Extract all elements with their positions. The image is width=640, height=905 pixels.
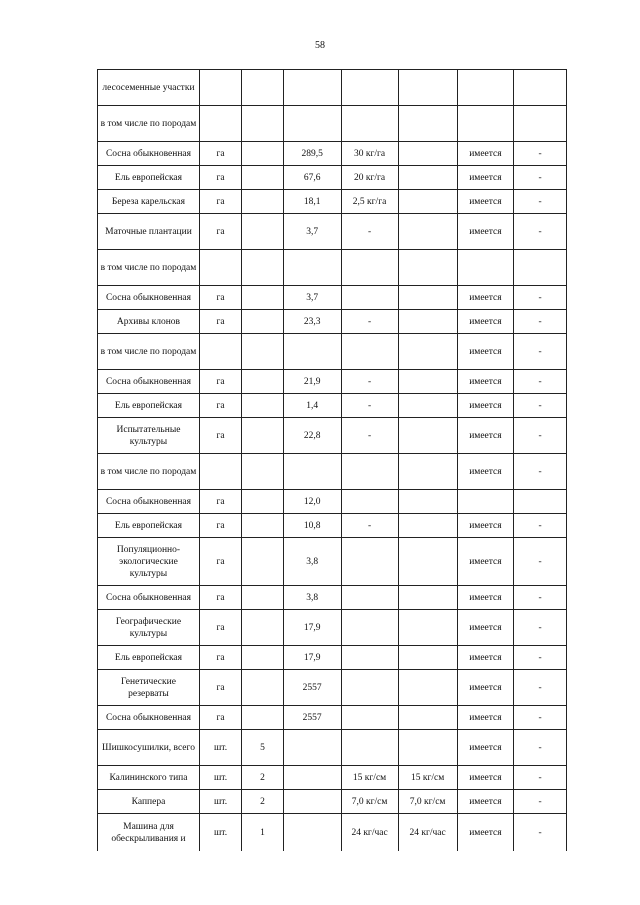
table-cell: Сосна обыкновенная [98, 490, 200, 514]
table-cell: Сосна обыкновенная [98, 286, 200, 310]
table-cell [341, 70, 398, 106]
table-cell: шт. [199, 790, 241, 814]
table-cell [341, 454, 398, 490]
table-cell: - [341, 370, 398, 394]
table-cell [242, 646, 284, 670]
table-cell [457, 250, 514, 286]
table-cell [398, 670, 457, 706]
table-cell [283, 730, 341, 766]
table-cell [341, 286, 398, 310]
table-cell: в том числе по породам [98, 106, 200, 142]
table-cell: га [199, 190, 241, 214]
table-cell: 1,4 [283, 394, 341, 418]
table-cell: - [514, 814, 567, 852]
table-cell: 67,6 [283, 166, 341, 190]
table-cell: Генетические резерваты [98, 670, 200, 706]
table-row [98, 490, 567, 514]
table-cell: 2557 [283, 670, 341, 706]
table-cell [398, 730, 457, 766]
table-cell [341, 490, 398, 514]
table-cell: га [199, 514, 241, 538]
table-cell [398, 394, 457, 418]
table-cell: Калининского типа [98, 766, 200, 790]
table-cell: 2 [242, 766, 284, 790]
table-cell: имеется [457, 766, 514, 790]
table-cell: 3,8 [283, 586, 341, 610]
equipment-table [97, 69, 567, 851]
table-cell [398, 286, 457, 310]
table-cell [398, 166, 457, 190]
table-cell: имеется [457, 610, 514, 646]
table-cell [283, 814, 341, 852]
table-cell: Сосна обыкновенная [98, 706, 200, 730]
table-cell [398, 214, 457, 250]
table-row [98, 394, 567, 418]
table-cell: имеется [457, 706, 514, 730]
table-cell [398, 586, 457, 610]
table-cell: га [199, 286, 241, 310]
table-cell [242, 454, 284, 490]
table-cell [398, 106, 457, 142]
table-cell [242, 370, 284, 394]
table-cell: в том числе по породам [98, 454, 200, 490]
table-cell: имеется [457, 454, 514, 490]
table-cell: га [199, 646, 241, 670]
table-cell [283, 334, 341, 370]
table-cell [398, 490, 457, 514]
table-cell: имеется [457, 418, 514, 454]
table-cell [514, 106, 567, 142]
table-cell: 1 [242, 814, 284, 852]
table-cell [398, 454, 457, 490]
table-cell [341, 106, 398, 142]
table-cell: - [514, 334, 567, 370]
table-cell [457, 106, 514, 142]
table-cell: 3,8 [283, 538, 341, 586]
table-cell: 5 [242, 730, 284, 766]
table-cell [341, 610, 398, 646]
table-cell: - [514, 538, 567, 586]
table-cell [242, 142, 284, 166]
table-cell [242, 418, 284, 454]
table-cell: лесосеменные участки [98, 70, 200, 106]
table-cell [242, 490, 284, 514]
table-cell: га [199, 706, 241, 730]
table-cell: га [199, 214, 241, 250]
table-cell: в том числе по породам [98, 250, 200, 286]
table-cell: имеется [457, 646, 514, 670]
table-cell: 30 кг/га [341, 142, 398, 166]
table-cell: 3,7 [283, 286, 341, 310]
table-cell: имеется [457, 334, 514, 370]
table-cell [242, 610, 284, 646]
table-cell [457, 70, 514, 106]
table-cell [514, 250, 567, 286]
table-cell [242, 310, 284, 334]
table-cell [242, 334, 284, 370]
table-cell: га [199, 586, 241, 610]
table-cell: имеется [457, 286, 514, 310]
table-cell: 15 кг/см [341, 766, 398, 790]
table-cell: 18,1 [283, 190, 341, 214]
table-cell: Шишкосушилки, всего [98, 730, 200, 766]
table-cell: - [514, 310, 567, 334]
table-cell: га [199, 670, 241, 706]
table-cell: имеется [457, 730, 514, 766]
table-cell: Машина для обескрыливания и [98, 814, 200, 852]
table-cell: Географические культуры [98, 610, 200, 646]
table-cell: 7,0 кг/см [341, 790, 398, 814]
table-cell: - [514, 646, 567, 670]
table-row [98, 670, 567, 706]
table-cell: - [514, 394, 567, 418]
table-cell [242, 670, 284, 706]
table-row [98, 418, 567, 454]
table-cell: имеется [457, 670, 514, 706]
table-cell: - [514, 454, 567, 490]
table-cell [283, 766, 341, 790]
table-cell: 3,7 [283, 214, 341, 250]
table-cell: имеется [457, 394, 514, 418]
table-cell: 2557 [283, 706, 341, 730]
table-cell: - [514, 514, 567, 538]
table-cell [341, 538, 398, 586]
table-cell [341, 646, 398, 670]
table-cell [242, 586, 284, 610]
table-cell: - [514, 586, 567, 610]
table-cell: 10,8 [283, 514, 341, 538]
table-row [98, 310, 567, 334]
table-cell [341, 586, 398, 610]
table-cell: - [514, 418, 567, 454]
table-cell [242, 514, 284, 538]
table-row [98, 214, 567, 250]
table-cell [398, 646, 457, 670]
table-cell: имеется [457, 166, 514, 190]
table-cell: имеется [457, 586, 514, 610]
table-cell [242, 106, 284, 142]
table-row [98, 730, 567, 766]
table-cell [341, 706, 398, 730]
table-cell: 7,0 кг/см [398, 790, 457, 814]
table-body [98, 70, 567, 852]
table-cell [283, 106, 341, 142]
table-cell [242, 706, 284, 730]
table-row [98, 250, 567, 286]
table-cell: - [341, 418, 398, 454]
table-row [98, 514, 567, 538]
table-row [98, 538, 567, 586]
table-cell: - [514, 610, 567, 646]
table-cell [341, 670, 398, 706]
table-cell: - [514, 214, 567, 250]
table-cell [242, 214, 284, 250]
table-cell: имеется [457, 142, 514, 166]
table-cell: 20 кг/га [341, 166, 398, 190]
table-cell: 15 кг/см [398, 766, 457, 790]
table-cell: га [199, 370, 241, 394]
table-cell [398, 538, 457, 586]
table-row [98, 106, 567, 142]
table-cell: 24 кг/час [341, 814, 398, 852]
table-row [98, 142, 567, 166]
table-cell: 2,5 кг/га [341, 190, 398, 214]
table-cell [398, 310, 457, 334]
table-cell: 22,8 [283, 418, 341, 454]
table-cell [199, 70, 241, 106]
table-cell: га [199, 310, 241, 334]
table-cell [341, 334, 398, 370]
table-cell: в том числе по породам [98, 334, 200, 370]
table-row [98, 766, 567, 790]
table-cell [398, 418, 457, 454]
table-cell: имеется [457, 790, 514, 814]
table-cell: имеется [457, 514, 514, 538]
table-cell: - [514, 670, 567, 706]
table-cell: га [199, 490, 241, 514]
table-cell: га [199, 142, 241, 166]
table-row [98, 610, 567, 646]
table-cell: имеется [457, 214, 514, 250]
table-cell [398, 70, 457, 106]
table-cell: Ель европейская [98, 166, 200, 190]
table-cell: - [341, 310, 398, 334]
table-row [98, 814, 567, 852]
table-cell [398, 514, 457, 538]
table-cell: Сосна обыкновенная [98, 586, 200, 610]
table-cell: шт. [199, 730, 241, 766]
table-cell [199, 250, 241, 286]
table-cell [283, 790, 341, 814]
table-cell: - [341, 514, 398, 538]
table-cell: Каппера [98, 790, 200, 814]
table-cell: - [341, 394, 398, 418]
table-row [98, 370, 567, 394]
table-cell [199, 454, 241, 490]
table-cell: - [514, 706, 567, 730]
table-cell: Береза карельская [98, 190, 200, 214]
table-row [98, 586, 567, 610]
table-cell: Сосна обыкновенная [98, 370, 200, 394]
table-cell: га [199, 394, 241, 418]
table-cell: Архивы клонов [98, 310, 200, 334]
table-cell [283, 70, 341, 106]
table-cell: 23,3 [283, 310, 341, 334]
table-cell: Маточные плантации [98, 214, 200, 250]
table-cell: - [514, 790, 567, 814]
table-cell: - [514, 190, 567, 214]
table-cell: 12,0 [283, 490, 341, 514]
table-row [98, 334, 567, 370]
table-cell: га [199, 538, 241, 586]
table-cell [199, 106, 241, 142]
table-cell: - [341, 214, 398, 250]
table-cell [514, 70, 567, 106]
table-cell: - [514, 286, 567, 310]
table-cell: шт. [199, 814, 241, 852]
table-cell: 17,9 [283, 610, 341, 646]
table-cell: Испытательные культуры [98, 418, 200, 454]
table-cell [398, 334, 457, 370]
table-cell: имеется [457, 370, 514, 394]
table-cell: 24 кг/час [398, 814, 457, 852]
table-cell: - [514, 370, 567, 394]
table-row [98, 790, 567, 814]
table-cell [242, 166, 284, 190]
table-cell [242, 70, 284, 106]
table-row [98, 706, 567, 730]
table-row [98, 70, 567, 106]
table-cell: имеется [457, 190, 514, 214]
table-container [97, 69, 567, 851]
table-cell: Ель европейская [98, 646, 200, 670]
table-cell: - [514, 766, 567, 790]
table-row [98, 454, 567, 490]
table-cell [283, 250, 341, 286]
table-cell [242, 538, 284, 586]
table-cell [341, 250, 398, 286]
table-cell [398, 142, 457, 166]
table-cell: га [199, 166, 241, 190]
table-cell: - [514, 166, 567, 190]
table-row [98, 286, 567, 310]
table-cell [514, 490, 567, 514]
table-row [98, 166, 567, 190]
table-cell [242, 394, 284, 418]
table-cell: 289,5 [283, 142, 341, 166]
table-cell: - [514, 730, 567, 766]
table-cell: Популяционно-экологические культуры [98, 538, 200, 586]
table-cell: шт. [199, 766, 241, 790]
table-cell [242, 250, 284, 286]
table-cell [398, 250, 457, 286]
table-cell [398, 706, 457, 730]
table-cell: имеется [457, 310, 514, 334]
table-row [98, 646, 567, 670]
table-cell: Ель европейская [98, 394, 200, 418]
table-cell: Сосна обыкновенная [98, 142, 200, 166]
table-cell [341, 730, 398, 766]
table-cell: 21,9 [283, 370, 341, 394]
table-cell [398, 190, 457, 214]
table-cell [283, 454, 341, 490]
table-cell: 17,9 [283, 646, 341, 670]
table-cell [457, 490, 514, 514]
table-cell [199, 334, 241, 370]
table-cell: имеется [457, 538, 514, 586]
table-cell [242, 190, 284, 214]
table-cell: га [199, 610, 241, 646]
table-cell [398, 370, 457, 394]
table-cell: 2 [242, 790, 284, 814]
table-cell: - [514, 142, 567, 166]
page-number: 58 [315, 40, 325, 51]
table-cell [398, 610, 457, 646]
table-row [98, 190, 567, 214]
table-cell [242, 286, 284, 310]
table-cell: имеется [457, 814, 514, 852]
table-cell: га [199, 418, 241, 454]
table-cell: Ель европейская [98, 514, 200, 538]
